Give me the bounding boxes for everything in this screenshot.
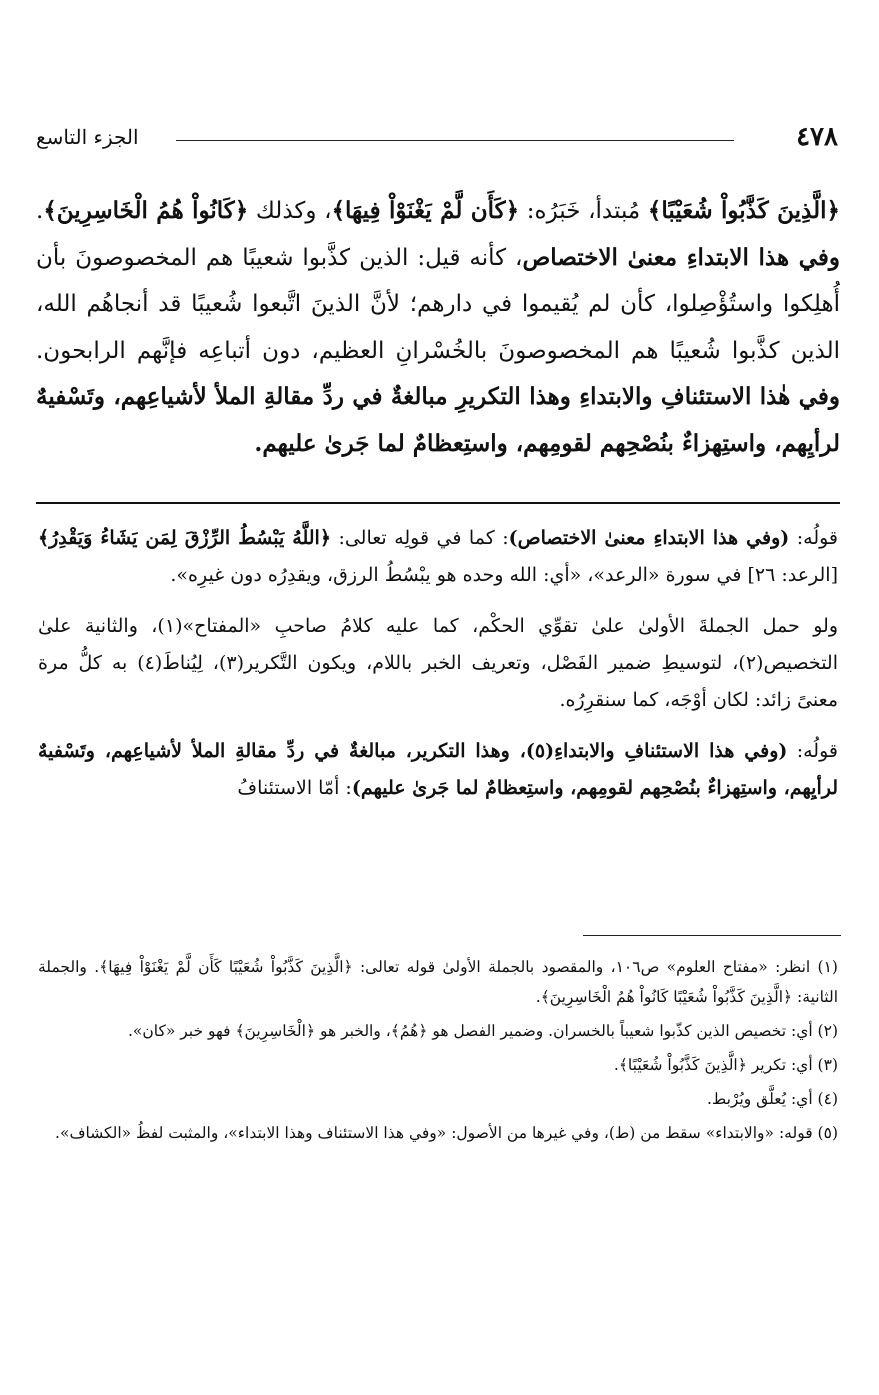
commentary-run: : كما في قولِه تعالى:	[330, 527, 509, 549]
main-text-run: ، كأنه قيل: الذين كذَّبوا شعيبًا هم المخصوصونَ بأن أُهلِكوا واستُؤْصِلوا، كأن لم يُقيموا في دارهم؛ لأنَّ الذينَ اتَّبعوا شُعيبًا قد أنجاهُم الله، الذين كذَّبوا شُعيبًا هم المخصوصونَ بالخُسْرانِ العظيم، دون أتباعِه فإنَّهم الرابحون.	[36, 244, 840, 364]
volume-title: الجزء التاسع	[36, 125, 139, 149]
commentary-paragraph	[38, 520, 838, 594]
commentary-run: قولُه:	[787, 740, 838, 762]
quran-verse: ﴿كَأَن لَّمْ يَغْنَوْاْ فِيهَا﴾	[331, 197, 520, 224]
footnote-item: (٣) أي: تكرير ﴿الَّذِينَ كَذَّبُواْ شُعَيْبًا﴾.	[613, 1056, 838, 1074]
main-text-divider	[36, 502, 840, 504]
main-text-bold: وفي هٰذا الاستئنافِ والابتداءِ وهذا التكريرِ مبالغةٌ في ردِّ مقالةِ الملأ لأشياعِهم، وتَسْفيهٌ لرأيِهم، واستِهزاءٌ بنُصْحِهم لقومِهم، واستِعظامٌ لما جَرىٰ عليهم.	[36, 383, 840, 457]
footnote-item: (١) انظر: «مفتاح العلوم» ص١٠٦، والمقصود بالجملة الأولىٰ قوله تعالى: ﴿الَّذِينَ كَذَّبُواْ شُعَيْبًا كَأَن لَّمْ يَغْنَوْاْ فِيهَا﴾. والجملة الثانية: ﴿الَّذِينَ كَذَّبُواْ شُعَيْبًا كَانُواْ هُمُ الْخَاسِرِينَ﴾.	[38, 958, 838, 1006]
main-text-run: .	[36, 198, 44, 224]
commentary	[38, 520, 838, 821]
footnote-item: (٢) أي: تخصيص الذين كذّبوا شعيباً بالخسران. وضمير الفصل هو ﴿هُمُ﴾، والخبر هو ﴿الْخَاسِرِينَ﴾ فهو خبر «كان».	[127, 1022, 838, 1040]
quran-verse: ﴿اللَّهُ يَبْسُطُ الرِّزْقَ لِمَن يَشَاءُ وَيَقْدِرُ﴾	[38, 527, 331, 549]
commentary-paragraph	[38, 733, 838, 807]
page-header	[36, 120, 838, 160]
footnote-item: (٥) قوله: «والابتداء» سقط من (ط)، وفي غيرها من الأصول: «وفي هذا الاستئناف وهذا الابتداء»، والمثبت لفظُ «الكشاف».	[55, 1124, 838, 1142]
commentary-run: [الرعد: ٢٦] في سورة «الرعد»، «أي: الله وحده هو يبْسُطُ الرزق، ويقدِرُه دون غيرِه».	[170, 564, 838, 586]
quran-verse: ﴿الَّذِينَ كَذَّبُواْ شُعَيْبًا﴾	[647, 197, 840, 224]
commentary-run: قولُه:	[789, 527, 839, 549]
main-text-bold: وفي هذا الابتداءِ معنىٰ الاختصاص	[522, 243, 840, 271]
commentary-run: : أمّا الاستئنافُ	[237, 777, 352, 799]
commentary-paragraph	[38, 608, 838, 719]
header-rule	[176, 140, 734, 141]
quran-verse: ﴿كَانُواْ هُمُ الْخَاسِرِينَ﴾	[43, 197, 249, 224]
footnotes	[38, 952, 838, 1152]
commentary-quote: (وفي هذا الابتداءِ معنىٰ الاختصاص)	[508, 527, 790, 549]
commentary-run: ولو حمل الجملةَ الأولىٰ علىٰ تقوِّي الحكْم، كما عليه كلامُ صاحبِ «المفتاح»(١)، والثانية علىٰ التخصيص(٢)، لتوسيطِ ضمير الفَصْل، وتعريف الخبر باللام، ويكون التَّكرير(٣)، لِيُناطَ(٤) به كلُّ مرة معنىً زائد: لكان أوْجَه، كما سنقرِرُه.	[38, 615, 838, 711]
page-number: ٤٧٨	[796, 122, 838, 152]
main-text	[36, 188, 840, 467]
footnote-divider	[583, 935, 841, 936]
commentary-quote: (وفي هذا الاستئنافِ والابتداءِ(٥)، وهذا التكرير، مبالغةٌ في ردِّ مقالةِ الملأ لأشياعِهم، وتَسْفيهٌ لرأيِهم، واستِهزاءٌ بنُصْحِهم لقومِهم، واستِعظامٌ لما جَرىٰ عليهم)	[38, 740, 838, 799]
main-text-run: مُبتدأ، خَبَرُه:	[519, 198, 648, 224]
footnote-item: (٤) أي: يُعلَّق ويُرْبط.	[706, 1090, 838, 1108]
main-text-run: ، وكذلك	[248, 198, 332, 224]
